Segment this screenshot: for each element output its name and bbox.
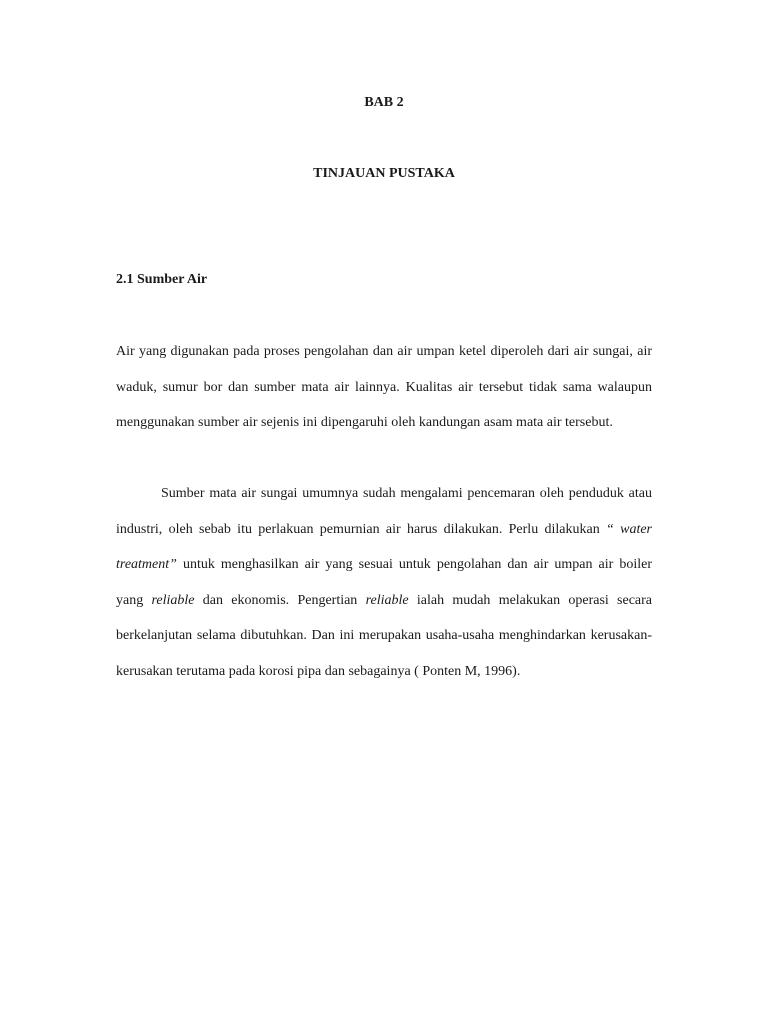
paragraph-2-italic-water-treatment: “ water treatment” xyxy=(116,521,652,572)
paragraph-2-text-d: ialah mudah melakukan operasi secara berkelanjutan selama dibutuhkan. Dan ini merupakan usaha-usaha menghindarkan kerusakan-kerusakan terutama pada korosi pipa dan sebagainya ( Ponten M, 1996). xyxy=(116,592,653,679)
paragraph-2-text-a: Sumber mata air sungai umumnya sudah mengalami pencemaran oleh penduduk atau industri, oleh sebab itu perlakuan pemurnian air harus dilakukan. Perlu dilakukan xyxy=(116,486,652,537)
paragraph-2-italic-reliable-2: reliable xyxy=(365,592,409,608)
chapter-title: TINJAUAN PUSTAKA xyxy=(313,166,455,181)
chapter-number: BAB 2 xyxy=(364,95,404,110)
paragraph-2-text-b: untuk menghasilkan air yang sesuai untuk pengolahan dan air umpan air boiler yang xyxy=(116,557,652,608)
paragraph-2-italic-reliable-1: reliable xyxy=(151,592,195,608)
section-heading: 2.1 Sumber Air xyxy=(116,272,208,287)
paragraph-1: Air yang digunakan pada proses pengolahan dan air umpan ketel diperoleh dari air sungai, air waduk, sumur bor dan sumber mata air lainnya. Kualitas air tersebut tidak sama walaupun menggunakan sumber air sejenis ini dipengaruhi oleh kandungan asam mata air tersebut. xyxy=(116,344,652,430)
paragraph-2 xyxy=(116,476,652,689)
paragraph-2-text-c: dan ekonomis. Pengertian xyxy=(194,592,366,608)
